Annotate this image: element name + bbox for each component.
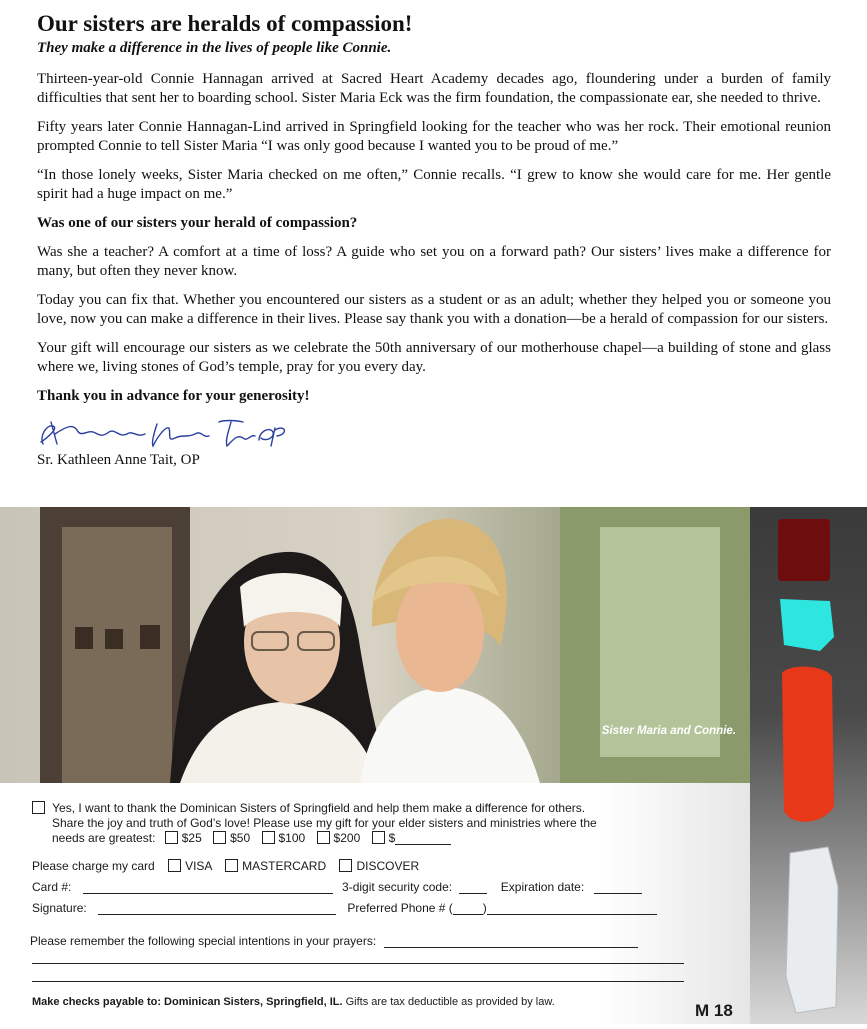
form-code: M 18 — [695, 1001, 733, 1020]
pledge-text-line1: Yes, I want to thank the Dominican Sisters of Springfield and help them make a difference for others. — [52, 801, 586, 815]
amount-label: $50 — [230, 831, 251, 845]
stained-glass-strip — [750, 507, 867, 1024]
paragraph: Thirteen-year-old Connie Hannagan arrived at Sacred Heart Academy decades ago, floundering under a burden of family difficulties that sent her to boarding school. Sister Maria Eck was the firm foundation, the compassionate ear, she needed to thrive. — [37, 71, 831, 106]
photo-illustration — [0, 507, 750, 783]
letter — [37, 10, 831, 469]
thank-you-line: Thank you in advance for your generosity! — [37, 388, 310, 404]
photo-sister-maria-and-connie — [0, 507, 750, 783]
card-label: MASTERCARD — [242, 859, 327, 873]
amount-checkbox-100[interactable] — [262, 831, 275, 844]
pledge-row — [32, 801, 585, 816]
card-label: VISA — [185, 859, 212, 873]
handwritten-signature — [37, 416, 297, 452]
amount-label: $200 — [333, 831, 361, 845]
checks-payable-note — [32, 995, 555, 1010]
phone-area-code-field[interactable] — [453, 902, 483, 915]
glass-piece-clear — [786, 847, 838, 1013]
paragraph: Today you can fix that. Whether you encountered our sisters as a student or as an adult; whether they helped you or someone you love, now you can make a difference in their lives. Please say thank you with a donation—be a herald of compassion for our sisters. — [37, 292, 831, 327]
signature-row — [32, 901, 657, 916]
paragraph: “In those lonely weeks, Sister Maria checked on me often,” Connie recalls. “I grew to know she would care for me. Her gentle spirit had a huge impact on me.” — [37, 167, 831, 202]
amount-checkbox-50[interactable] — [213, 831, 226, 844]
question-heading: Was one of our sisters your herald of compassion? — [37, 215, 358, 231]
paragraph: Fifty years later Connie Hannagan-Lind arrived in Springfield looking for the teacher who was her rock. Their emotional reunion prompted Connie to tell Sister Maria “I was only good because I wanted you to be proud of me.” — [37, 119, 831, 154]
card-number-label: Card #: — [32, 880, 72, 894]
phone-close: ) — [482, 901, 487, 915]
signature-label: Signature: — [32, 901, 87, 915]
card-number-row — [32, 880, 642, 895]
card-type-row — [32, 859, 419, 874]
amount-label: $25 — [181, 831, 202, 845]
pledge-text-line3: needs are greatest: — [52, 831, 156, 845]
phone-label: Preferred Phone # ( — [347, 901, 453, 915]
amount-label: $ — [388, 831, 396, 845]
glass-piece-dark-red — [778, 519, 830, 581]
paragraph: Your gift will encourage our sisters as we celebrate the 50th anniversary of our motherhouse chapel—a building of stone and glass where we, living stones of God’s temple, pray for you every day. — [37, 340, 831, 375]
intentions-field[interactable] — [384, 935, 638, 948]
other-amount-field[interactable] — [395, 832, 451, 845]
intentions-line-2[interactable] — [32, 963, 684, 964]
amount-checkbox-200[interactable] — [317, 831, 330, 844]
card-number-field[interactable] — [83, 881, 333, 894]
intentions-label: Please remember the following special intentions in your prayers: — [30, 934, 377, 948]
amount-checkbox-25[interactable] — [165, 831, 178, 844]
card-label: DISCOVER — [356, 859, 420, 873]
expiration-field[interactable] — [594, 881, 642, 894]
intentions-line-3[interactable] — [32, 981, 684, 982]
glass-piece-cyan — [780, 599, 834, 651]
subhead: They make a difference in the lives of people like Connie. — [37, 40, 392, 56]
amount-checkbox-other[interactable] — [372, 831, 385, 844]
amount-row — [52, 831, 451, 846]
visa-checkbox[interactable] — [168, 859, 181, 872]
discover-checkbox[interactable] — [339, 859, 352, 872]
photo-caption: Sister Maria and Connie. — [601, 725, 736, 737]
tax-deductible-note: Gifts are tax deductible as provided by law. — [345, 996, 555, 1008]
checks-payable-bold: Make checks payable to: Dominican Sisters, Springfield, IL. — [32, 996, 343, 1008]
signature-field[interactable] — [98, 902, 336, 915]
phone-number-field[interactable] — [487, 902, 657, 915]
security-code-field[interactable] — [459, 881, 487, 894]
amount-label: $100 — [278, 831, 306, 845]
headline: Our sisters are heralds of compassion! — [37, 11, 413, 36]
mastercard-checkbox[interactable] — [225, 859, 238, 872]
donation-form — [0, 783, 750, 1024]
glass-pieces — [750, 507, 867, 1024]
expiration-label: Expiration date: — [500, 880, 585, 894]
intentions-row — [30, 934, 638, 949]
paragraph: Was she a teacher? A comfort at a time of loss? A guide who set you on a forward path? Our sisters’ lives make a difference for many, but often they never know. — [37, 244, 831, 279]
security-code-label: 3-digit security code: — [342, 880, 453, 894]
pledge-text-line2: Share the joy and truth of God’s love! Please use my gift for your elder sisters and ministries where the — [52, 816, 597, 830]
charge-label: Please charge my card — [32, 859, 155, 873]
pledge-checkbox[interactable] — [32, 801, 45, 814]
glass-piece-orange — [782, 667, 834, 822]
signer-name: Sr. Kathleen Anne Tait, OP — [37, 452, 200, 468]
